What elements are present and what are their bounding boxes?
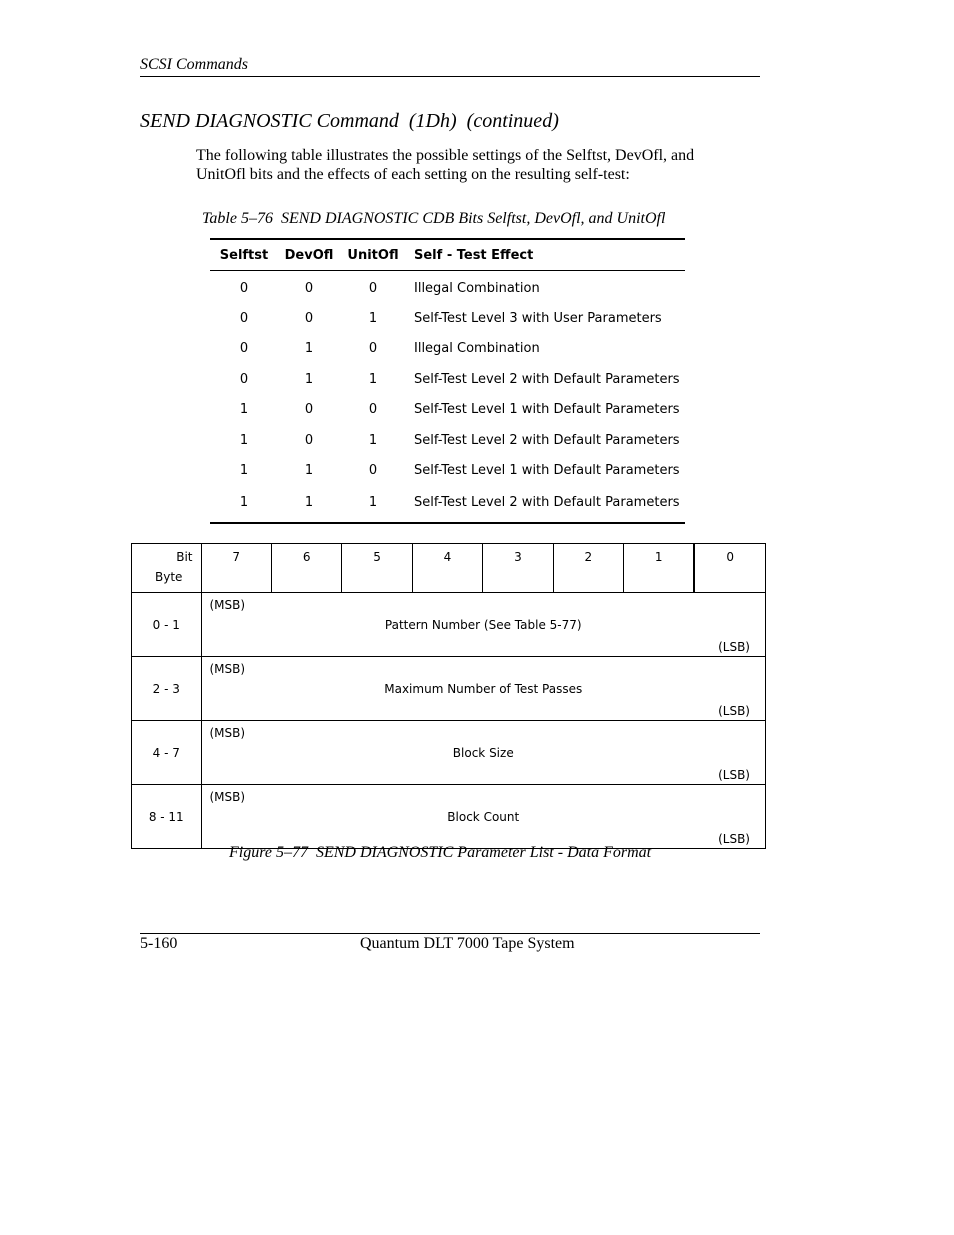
cell-selftst: 0 [239,280,249,296]
table-row [210,395,685,425]
table-row [210,486,685,523]
bit-header-6: 6 [271,544,341,593]
cell-devofl: 1 [278,486,340,523]
cell-unitofl: 0 [368,341,378,357]
settings-table [210,238,685,524]
msb-marker: (MSB) [209,598,246,612]
table-row [210,425,685,455]
cell-unitofl: 0 [368,280,378,296]
field-cell [201,785,766,849]
cell-devofl: 1 [304,371,314,387]
bit-header-0: 0 [694,544,765,593]
cell-selftst: 0 [239,371,249,387]
header-rule [140,76,760,77]
cell-effect: Self-Test Level 2 with Default Parameters [406,486,685,523]
footer-rule [140,933,760,934]
bit-header-1: 1 [624,544,695,593]
field-cell [201,657,766,721]
cell-effect: Self-Test Level 2 with Default Parameters [414,371,680,387]
book-title: Quantum DLT 7000 Tape System [360,935,575,952]
cell-devofl: 0 [304,311,314,327]
table-row [210,455,685,485]
column-header-selftst: Selftst [210,239,278,271]
lsb-marker: (LSB) [718,768,750,782]
field-name: Maximum Number of Test Passes [384,681,583,696]
cell-selftst: 1 [239,402,249,418]
field-row [132,657,766,721]
cell-devofl: 0 [304,402,314,418]
running-header: SCSI Commands [140,56,249,73]
lsb-marker: (LSB) [718,640,750,654]
table-row [210,334,685,364]
cell-selftst: 1 [239,432,249,448]
cell-effect: Self-Test Level 2 with Default Parameters [414,432,680,448]
byte-range-label: 2 - 3 [132,657,202,721]
table-row [210,364,685,394]
table-row [210,303,685,333]
msb-marker: (MSB) [209,790,246,804]
column-header-unitofl: UnitOfl [340,239,406,271]
cell-unitofl: 0 [368,402,378,418]
cell-selftst: 1 [210,486,278,523]
field-row [132,593,766,657]
cell-devofl: 1 [304,463,314,479]
bit-header-row [132,544,766,593]
column-header-devofl: DevOfl [278,239,340,271]
parameter-list-format-table [131,543,766,849]
byte-range-label: 0 - 1 [132,593,202,657]
cell-selftst: 1 [239,463,249,479]
lsb-marker: (LSB) [718,704,750,718]
bit-header-5: 5 [342,544,412,593]
table-row [210,271,685,304]
cell-unitofl: 1 [368,371,378,387]
bit-header-4: 4 [412,544,482,593]
byte-label: Byte [155,570,183,584]
bit-header-2: 2 [553,544,623,593]
cell-effect: Illegal Combination [414,280,540,296]
intro-line: UnitOfl bits and the effects of each setting on the resulting self-test: [196,166,630,183]
cell-selftst: 0 [239,341,249,357]
byte-range-label: 8 - 11 [132,785,202,849]
bit-header-7: 7 [201,544,271,593]
cell-selftst: 0 [239,311,249,327]
field-name: Block Count [447,809,520,824]
cell-effect: Illegal Combination [414,341,540,357]
field-name: Pattern Number (See Table 5-77) [384,617,582,632]
cell-devofl: 0 [304,280,314,296]
settings-table-caption: Table 5–76 SEND DIAGNOSTIC CDB Bits Selftst, DevOfl, and UnitOfl [202,210,666,227]
field-cell [201,593,766,657]
field-row [132,721,766,785]
cell-unitofl: 1 [368,311,378,327]
intro-line: The following table illustrates the possible settings of the Selftst, DevOfl, and [196,147,695,164]
cell-unitofl: 1 [368,432,378,448]
field-cell [201,721,766,785]
msb-marker: (MSB) [209,662,246,676]
column-header-effect: Self - Test Effect [406,239,685,271]
section-title: SEND DIAGNOSTIC Command (1Dh) (continued) [140,110,559,132]
figure-caption: Figure 5–77 SEND DIAGNOSTIC Parameter List - Data Format [229,844,652,861]
bit-header-3: 3 [483,544,553,593]
settings-header-row [210,239,685,271]
cell-devofl: 1 [304,341,314,357]
cell-effect: Self-Test Level 3 with User Parameters [414,311,662,327]
page-number: 5-160 [140,935,178,952]
lsb-marker: (LSB) [718,832,750,846]
field-row [132,785,766,849]
cell-unitofl: 0 [368,463,378,479]
msb-marker: (MSB) [209,726,246,740]
byte-range-label: 4 - 7 [132,721,202,785]
cell-effect: Self-Test Level 1 with Default Parameters [414,402,680,418]
cell-effect: Self-Test Level 1 with Default Parameters [414,463,680,479]
field-name: Block Size [452,745,514,760]
intro-paragraph [196,146,756,184]
bit-byte-corner-cell [132,544,202,593]
cell-unitofl: 1 [340,486,406,523]
cell-devofl: 0 [304,432,314,448]
bit-label: Bit [176,550,193,564]
